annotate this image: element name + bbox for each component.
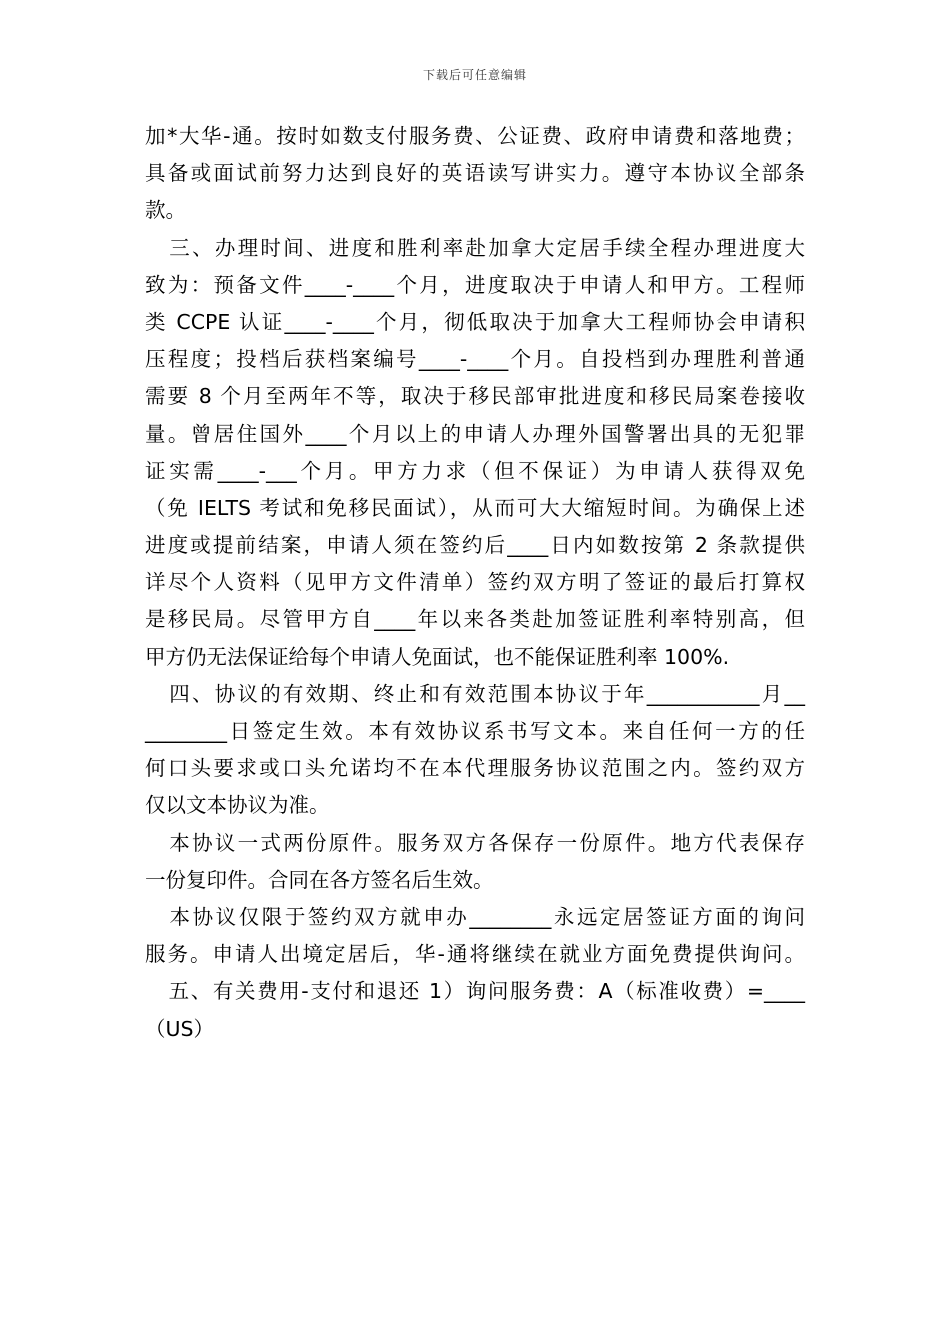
text-line: 详尽个人资料（见甲方文件清单）签约双方明了签证的最后打算权 [145,570,805,595]
text-line: 五、有关费用-支付和退还 1）询问服务费：A（标准收费）=____ [167,979,805,1004]
text-line: 四、协议的有效期、终止和有效范围本协议于年___________月__ [167,681,805,706]
text-line: 仅以文本协议为准。 [145,793,330,818]
text-line: 压程度；投档后获档案编号____-____个月。自投档到办理胜利普通 [145,347,805,372]
text-line: 款。 [145,198,186,223]
text-line: 类 CCPE 认证____-____个月，彻低取决于加拿大工程师协会申请积 [145,309,805,334]
paragraph-start-line [145,676,805,713]
page-header: 下载后可任意编辑 [422,68,527,82]
text-line: 服务。申请人出境定居后，华-通将继续在就业方面免费提供询问。 [145,942,805,967]
text-line: 本协议仅限于签约双方就申办________永远定居签证方面的询问 [167,904,805,929]
text-line: ________日签定生效。本有效协议系书写文本。来自任何一方的任 [145,719,805,743]
text-line: 量。曾居住国外____个月以上的申请人办理外国警署出具的无犯罪 [145,421,805,446]
text-line: 进度或提前结案，申请人须在签约后____日内如数按第 2 条款提供 [145,533,805,558]
text-line: （US） [145,1016,215,1041]
text-line: 加*大华-通。按时如数支付服务费、公证费、政府申请费和落地费； [145,124,805,148]
text-line: 何口头要求或口头允诺均不在本代理服务协议范围之内。签约双方 [145,756,805,781]
text-line: 证实需____-___个月。甲方力求（但不保证）为申请人获得双免 [145,458,805,483]
text-line: 本协议一式两份原件。服务双方各保存一份原件。地方代表保存 [167,830,805,855]
text-line: 甲方仍无法保证给每个申请人免面试，也不能保证胜利率 100%. [145,644,730,669]
text-line: 需要 8 个月至两年不等，取决于移民部审批进度和移民局案卷接收 [145,384,805,409]
document-body [145,118,805,1048]
text-line: 致为：预备文件____-____个月，进度取决于申请人和甲方。工程师 [145,272,805,297]
text-line: 三、办理时间、进度和胜利率赴加拿大定居手续全程办理进度大 [167,235,805,260]
text-line: 具备或面试前努力达到良好的英语读写讲实力。遵守本协议全部条 [145,161,805,186]
text-line: （免 IELTS 考试和免移民面试），从而可大大缩短时间。为确保上述 [145,495,805,520]
paragraph-start-line [145,973,805,1010]
paragraph-start-line [145,230,805,267]
text-line: 一份复印件。合同在各方签名后生效。 [145,867,494,892]
paragraph-start-line [145,825,805,862]
text-line: 是移民局。尽管甲方自____年以来各类赴加签证胜利率特别高，但 [145,607,805,632]
paragraph-start-line [145,899,805,936]
